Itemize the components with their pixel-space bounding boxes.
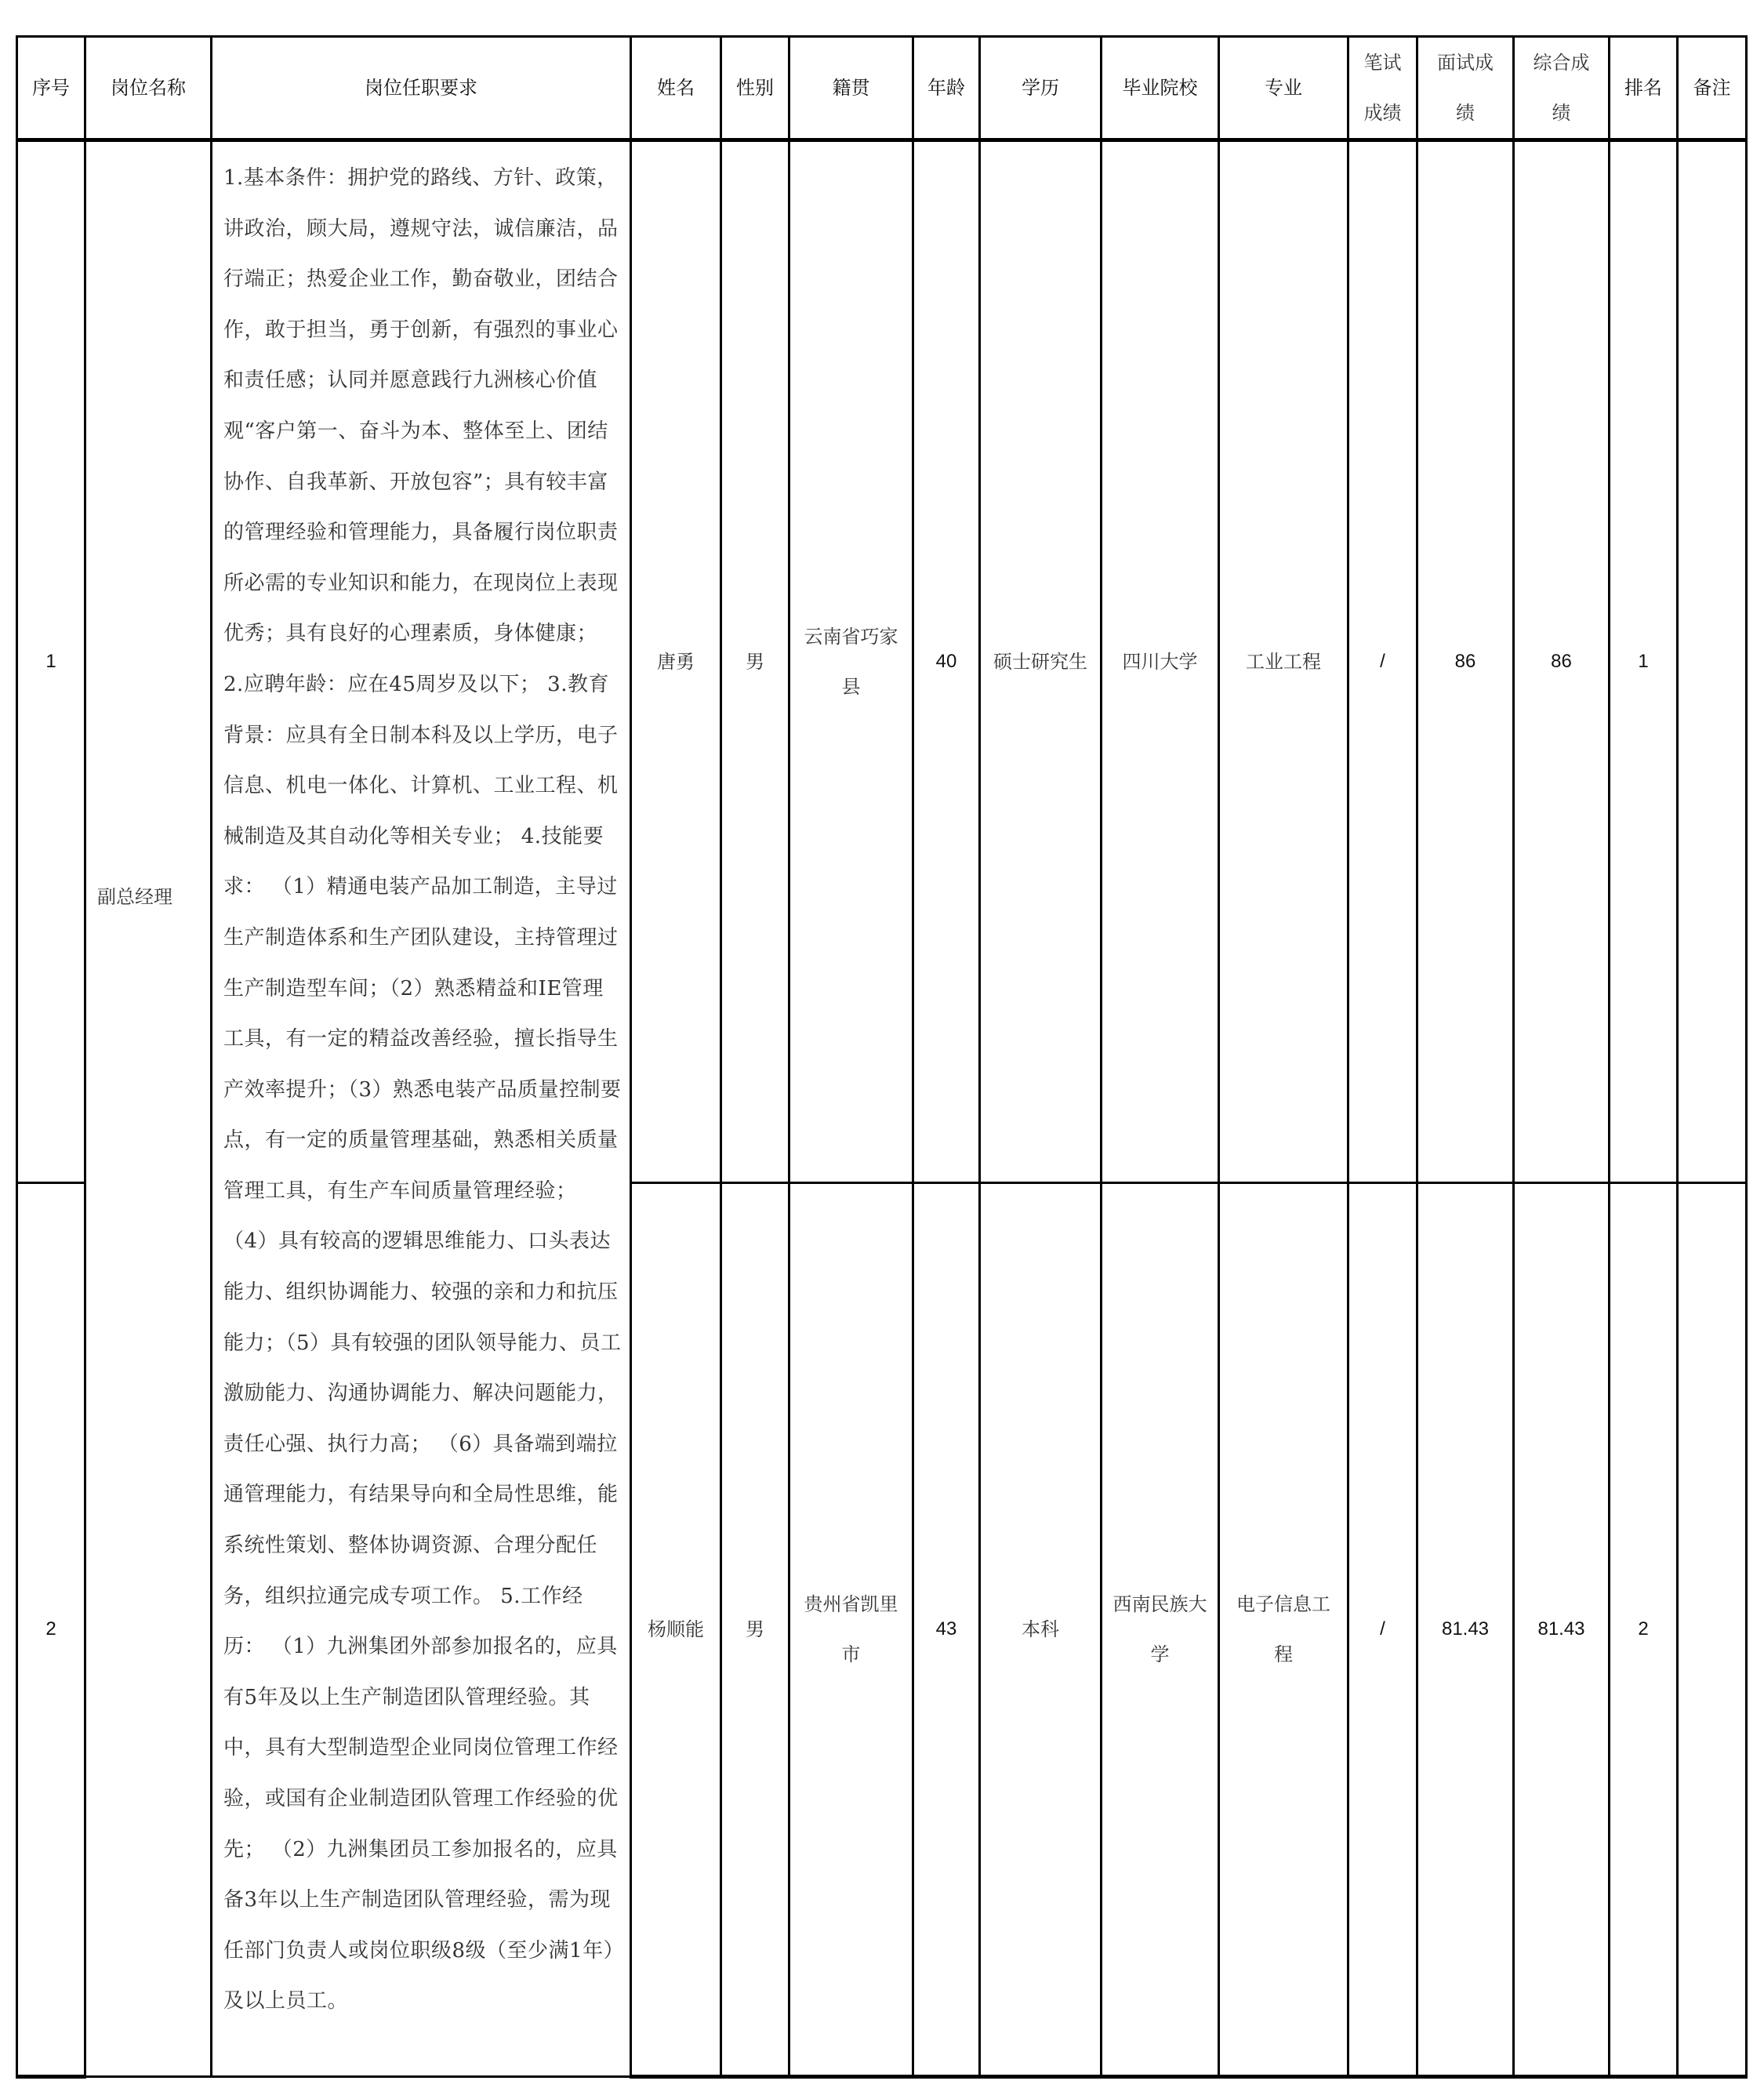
table-row [17, 140, 1747, 1183]
cell-gender: 男 [721, 140, 789, 1183]
cell-name: 杨顺能 [631, 1183, 721, 2077]
header-age: 年龄 [913, 37, 980, 140]
cell-total-score: 86 [1514, 140, 1610, 1183]
cell-native-place: 云南省巧家县 [789, 140, 913, 1183]
cell-total-score: 81.43 [1514, 1183, 1610, 2077]
cell-interview-score: 81.43 [1417, 1183, 1514, 2077]
cell-native-place: 贵州省凯里市 [789, 1183, 913, 2077]
header-remarks: 备注 [1678, 37, 1747, 140]
cell-requirements [212, 140, 631, 2077]
cell-major: 电子信息工程 [1219, 1183, 1348, 2077]
cell-school: 四川大学 [1102, 140, 1219, 1183]
header-major: 专业 [1219, 37, 1348, 140]
post-name-text: 副总经理 [97, 886, 172, 908]
header-education: 学历 [980, 37, 1102, 140]
cell-remarks [1678, 140, 1747, 1183]
cell-rank: 2 [1610, 1183, 1678, 2077]
header-seq: 序号 [17, 37, 85, 140]
cell-post-name [85, 140, 212, 2077]
header-native-place: 籍贯 [789, 37, 913, 140]
header-rank: 排名 [1610, 37, 1678, 140]
cell-written-score: / [1348, 140, 1417, 1183]
header-interview-score: 面试成绩 [1417, 37, 1514, 140]
header-post-name: 岗位名称 [85, 37, 212, 140]
cell-gender: 男 [721, 1183, 789, 2077]
cell-written-score: / [1348, 1183, 1417, 2077]
cell-interview-score: 86 [1417, 140, 1514, 1183]
header-written-score: 笔试成绩 [1348, 37, 1417, 140]
candidate-roster-table [16, 35, 1748, 2079]
cell-age: 43 [913, 1183, 980, 2077]
header-school: 毕业院校 [1102, 37, 1219, 140]
cell-name: 唐勇 [631, 140, 721, 1183]
header-total-score: 综合成绩 [1514, 37, 1610, 140]
cell-rank: 1 [1610, 140, 1678, 1183]
cell-seq: 1 [17, 140, 85, 1183]
requirements-text: 1.基本条件：拥护党的路线、方针、政策，讲政治，顾大局，遵规守法，诚信廉洁，品行端正；热爱企业工作，勤奋敬业，团结合作，敢于担当，勇于创新，有强烈的事业心和责任感；认同并愿意践行九洲核心价值观“客户第一、奋斗为本、整体至上、团结协作、自我革新、开放包容”；具有较丰富的管理经验和管理能力，具备履行岗位职责所必需的专业知识和能力，在现岗位上表现优秀；具有良好的心理素质，身体健康； 2.应聘年龄：应在45周岁及以下； 3.教育背景：应具有全日制本科及以上学历，电子信息、机电一体化、计算机、工业工程、机械制造及其自动化等相关专业； 4.技能要求： （1）精通电装产品加工制造，主导过生产制造体系和生产团队建设，主持管理过生产制造型车间；（2）熟悉精益和IE管理工具，有一定的精益改善经验，擅长指导生产效率提升；（3）熟悉电装产品质量控制要点，有一定的质量管理基础，熟悉相关质量管理工具，有生产车间质量管理经验； （4）具有较高的逻辑思维能力、口头表达能力、组织协调能力、较强的亲和力和抗压能力；（5）具有较强的团队领导能力、员工激励能力、沟通协调能力、解决问题能力，责任心强、执行力高； （6）具备端到端拉通管理能力，有结果导向和全局性思维，能系统性策划、整体协调资源、合理分配任务，组织拉通完成专项工作。 5.工作经历： （1）九洲集团外部参加报名的，应具有5年及以上生产制造团队管理经验。其中，具有大型制造型企业同岗位管理工作经验，或国有企业制造团队管理工作经验的优先； （2）九洲集团员工参加报名的，应具备3年以上生产制造团队管理经验，需为现任部门负责人或岗位职级8级（至少满1年）及以上员工。 [223, 166, 622, 2014]
cell-education: 本科 [980, 1183, 1102, 2077]
cell-school: 西南民族大学 [1102, 1183, 1219, 2077]
cell-remarks [1678, 1183, 1747, 2077]
cell-education: 硕士研究生 [980, 140, 1102, 1183]
cell-age: 40 [913, 140, 980, 1183]
header-gender: 性别 [721, 37, 789, 140]
header-requirements: 岗位任职要求 [212, 37, 631, 140]
cell-seq: 2 [17, 1183, 85, 2077]
cell-major: 工业工程 [1219, 140, 1348, 1183]
header-row [17, 37, 1747, 140]
header-name: 姓名 [631, 37, 721, 140]
